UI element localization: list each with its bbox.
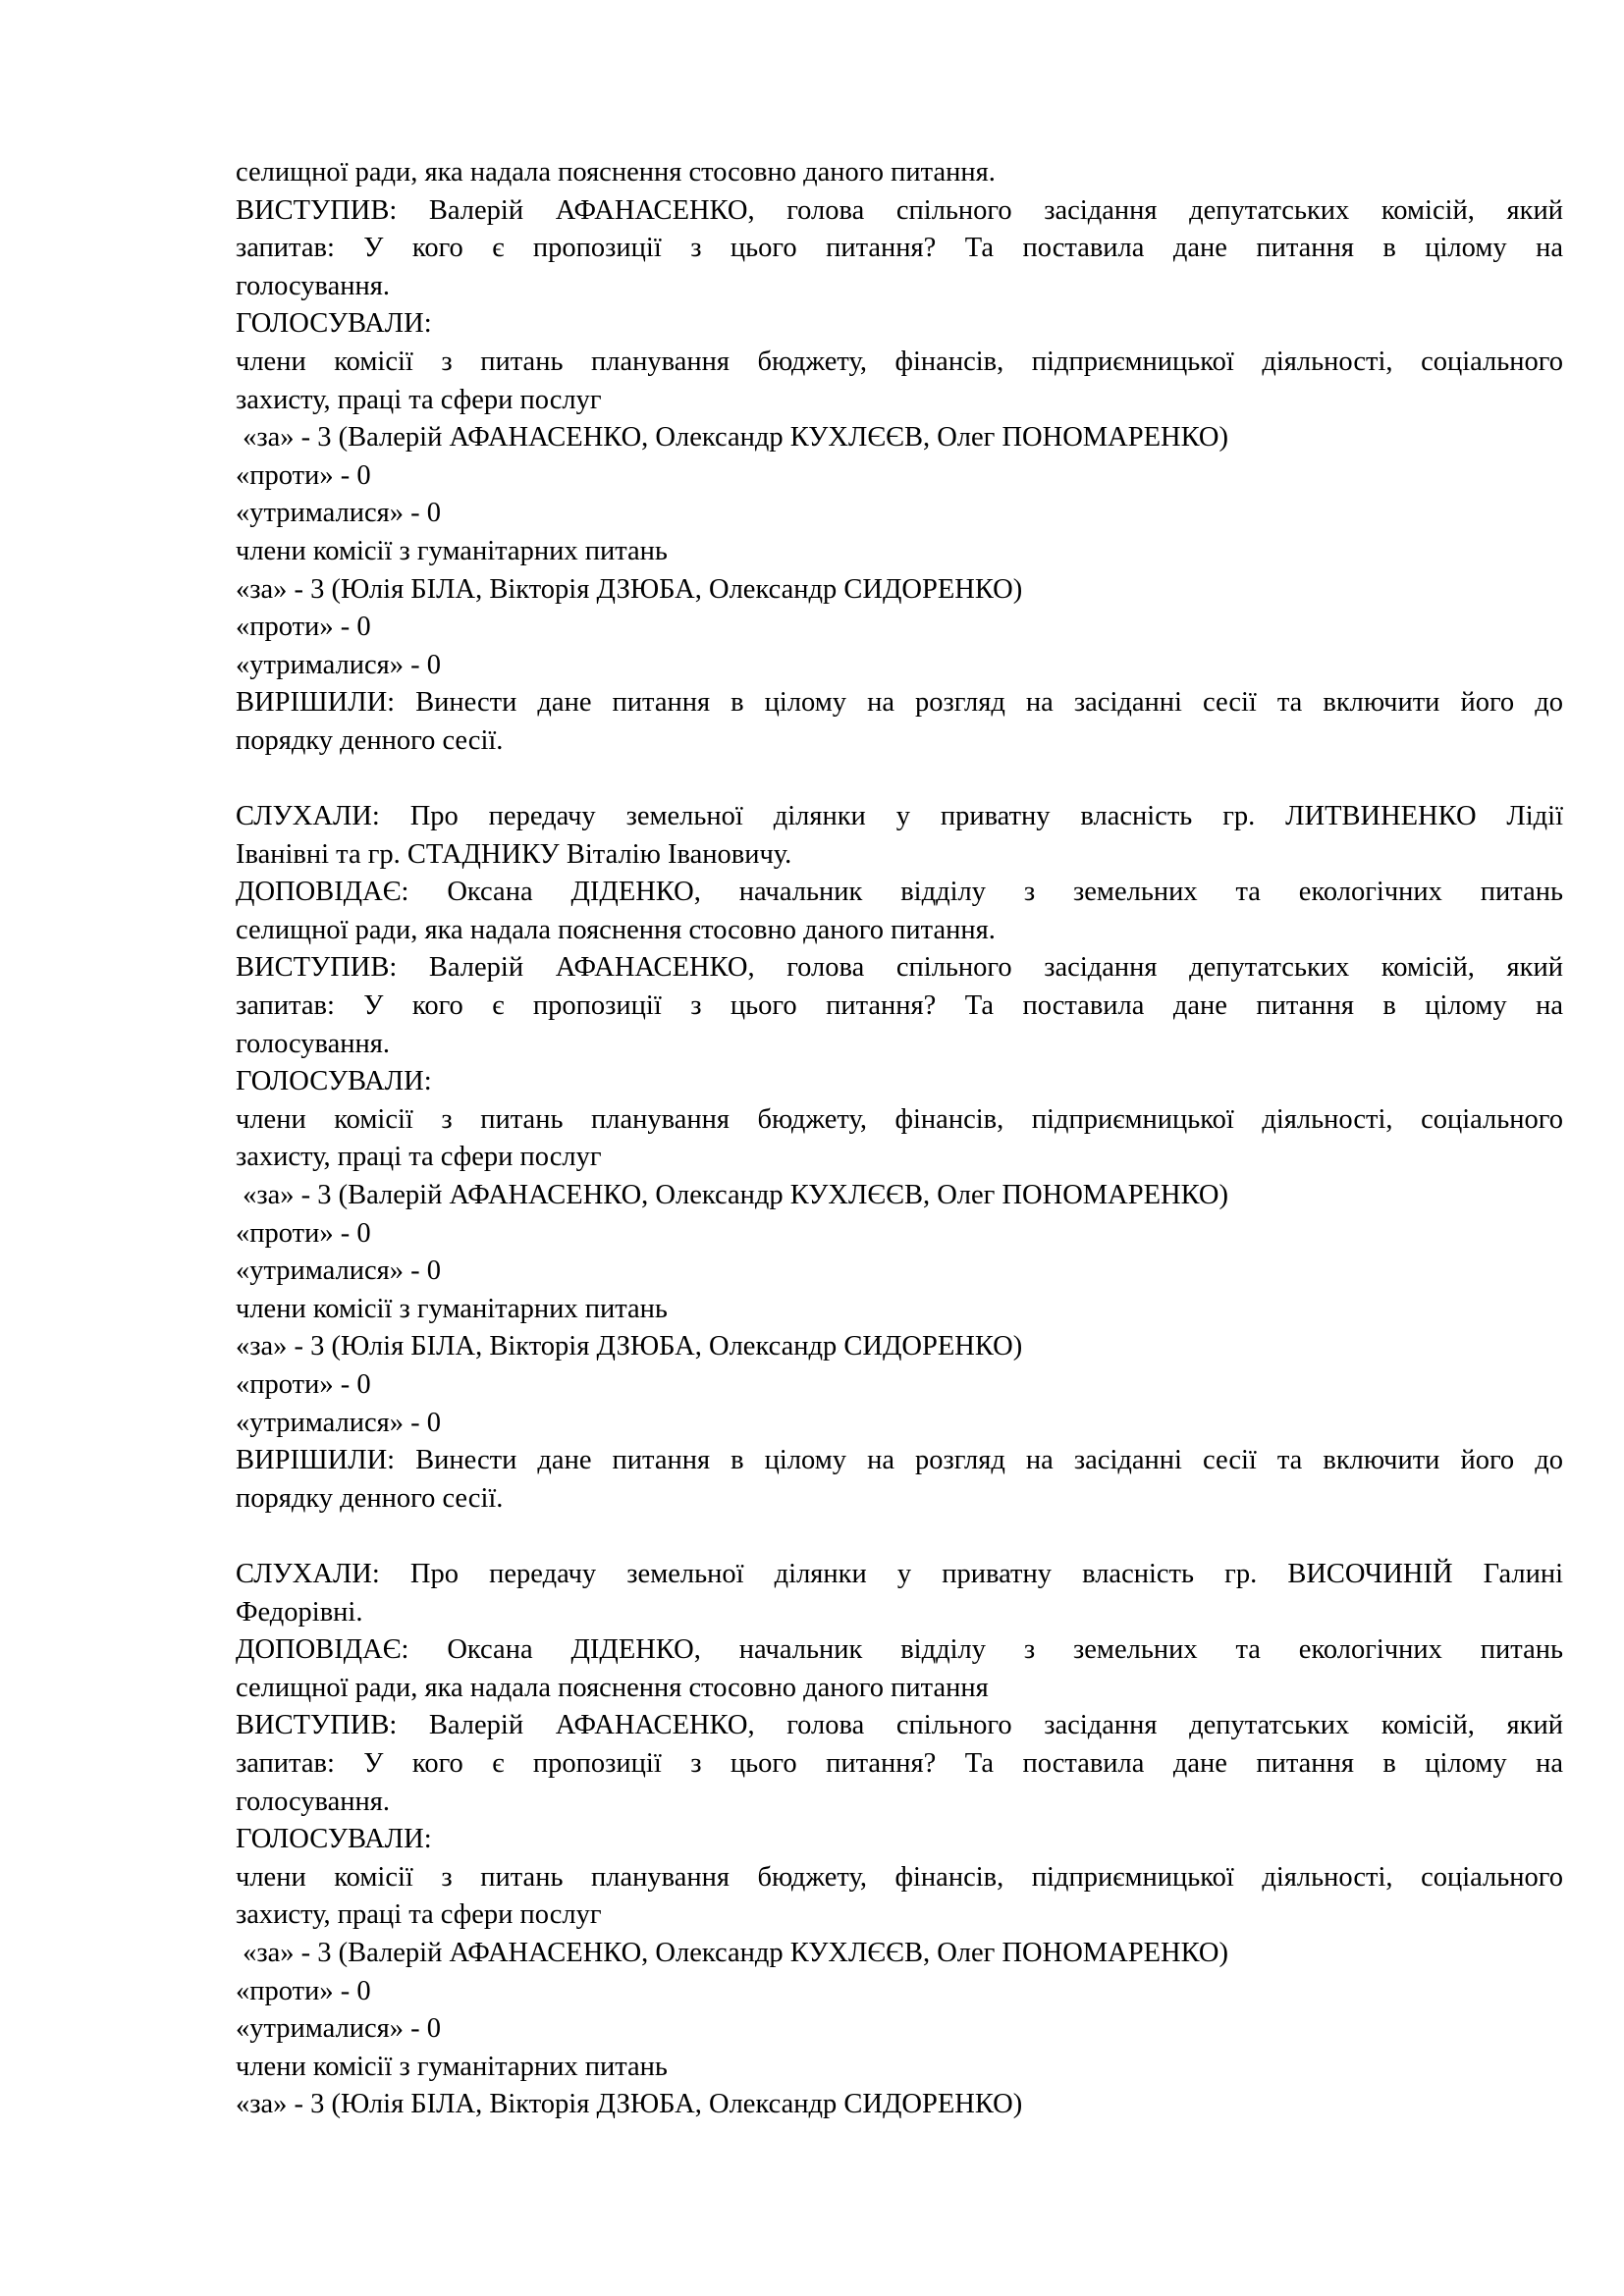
text-line: порядку денного сесії. [236,1482,504,1514]
text-line: члени комісії з гуманітарних питань [236,535,668,566]
text-line: захисту, праці та сфери послуг [236,384,602,415]
text-line: «утрималися» - 0 [236,1255,442,1287]
text-line: ГОЛОСУВАЛИ: [236,308,432,340]
text-line: «за» - 3 (Юлія БІЛА, Вікторія ДЗЮБА, Олександр СИДОРЕНКО) [236,573,1023,605]
text-line: «утрималися» - 0 [236,498,442,529]
text-line: голосування. [236,1786,391,1817]
text-line: голосування. [236,1028,391,1059]
text-line: СЛУХАЛИ: Про передачу земельної ділянки у приватну власність гр. ВИСОЧИНІЙ Галині [236,1558,1563,1589]
text-line: члени комісії з питань планування бюджету, фінансів, підприємницької діяльності, соціального [236,1861,1563,1893]
text-line: «за» - 3 (Юлія БІЛА, Вікторія ДЗЮБА, Олександр СИДОРЕНКО) [236,1331,1023,1362]
text-line: захисту, праці та сфери послуг [236,1899,602,1931]
text-line: ДОПОВІДАЄ: Оксана ДІДЕНКО, начальник відділу з земельних та екологічних питань [236,1634,1563,1666]
text-line: «за» - 3 (Юлія БІЛА, Вікторія ДЗЮБА, Олександр СИДОРЕНКО) [236,2089,1023,2120]
text-line: «проти» - 0 [236,1217,371,1249]
text-line: ВИРІШИЛИ: Винести дане питання в цілому на розгляд на засіданні сесії та включити його до [236,1445,1563,1476]
text-line: СЛУХАЛИ: Про передачу земельної ділянки у приватну власність гр. ЛИТВИНЕНКО Лідії [236,801,1563,832]
text-line: порядку денного сесії. [236,724,504,756]
text-line: селищної ради, яка надала пояснення стосовно даного питання. [236,157,996,187]
text-line: ГОЛОСУВАЛИ: [236,1066,432,1097]
text-line: селищної ради, яка надала пояснення стосовно даного питання [236,1672,989,1703]
text-line: запитав: У кого є пропозиції з цього питання? Та поставила дане питання в цілому на [236,233,1563,264]
text-line: «проти» - 0 [236,1369,371,1400]
text-line: члени комісії з гуманітарних питань [236,2051,668,2082]
document-body [236,154,1563,2124]
text-line: ВИСТУПИВ: Валерій АФАНАСЕНКО, голова спільного засідання депутатських комісій, який [236,952,1563,984]
text-line: члени комісії з гуманітарних питань [236,1293,668,1324]
text-line: ВИРІШИЛИ: Винести дане питання в цілому на розгляд на засіданні сесії та включити його до [236,687,1563,719]
text-line: «проти» - 0 [236,1975,371,2006]
text-line: члени комісії з питань планування бюджету, фінансів, підприємницької діяльності, соціального [236,346,1563,377]
paragraph-gap [236,761,1563,799]
text-line: голосування. [236,270,391,301]
text-line: «проти» - 0 [236,459,371,491]
text-line: ВИСТУПИВ: Валерій АФАНАСЕНКО, голова спільного засідання депутатських комісій, який [236,1710,1563,1741]
text-line: «проти» - 0 [236,612,371,643]
text-line: ВИСТУПИВ: Валерій АФАНАСЕНКО, голова спільного засідання депутатських комісій, який [236,194,1563,226]
text-line: Федорівні. [236,1596,363,1628]
text-line: запитав: У кого є пропозиції з цього питання? Та поставила дане питання в цілому на [236,1747,1563,1779]
paragraph-gap [236,1518,1563,1556]
text-line: селищної ради, яка надала пояснення стосовно даного питання. [236,914,996,945]
text-line: захисту, праці та сфери послуг [236,1142,602,1173]
text-line: «за» - 3 (Валерій АФАНАСЕНКО, Олександр КУХЛЄЄВ, Олег ПОНОМАРЕНКО) [236,1937,1228,1968]
text-line: запитав: У кого є пропозиції з цього питання? Та поставила дане питання в цілому на [236,990,1563,1022]
text-line: ГОЛОСУВАЛИ: [236,1824,432,1855]
text-line: ДОПОВІДАЄ: Оксана ДІДЕНКО, начальник відділу з земельних та екологічних питань [236,877,1563,908]
text-line: «утрималися» - 0 [236,649,442,680]
text-line: «утрималися» - 0 [236,1407,442,1438]
text-line: «за» - 3 (Валерій АФАНАСЕНКО, Олександр КУХЛЄЄВ, Олег ПОНОМАРЕНКО) [236,422,1228,454]
text-line: «за» - 3 (Валерій АФАНАСЕНКО, Олександр КУХЛЄЄВ, Олег ПОНОМАРЕНКО) [236,1180,1228,1211]
text-line: «утрималися» - 0 [236,2013,442,2045]
text-line: члени комісії з питань планування бюджету, фінансів, підприємницької діяльності, соціального [236,1103,1563,1135]
text-line: Іванівні та гр. СТАДНИКУ Віталію Івановичу. [236,838,792,870]
